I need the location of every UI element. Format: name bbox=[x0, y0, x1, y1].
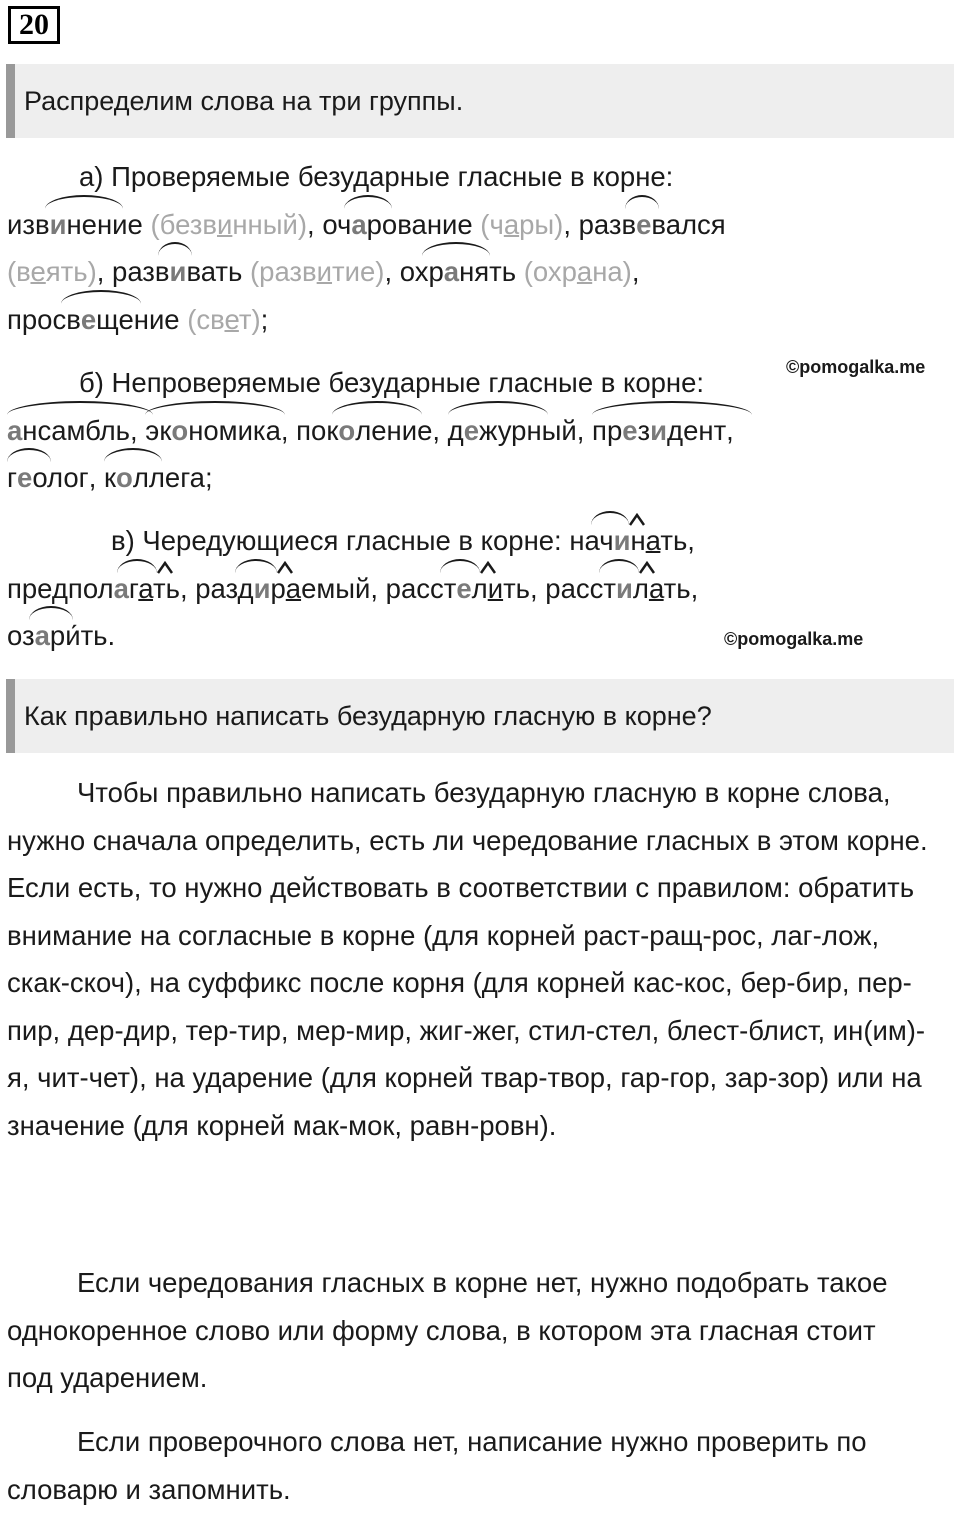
word-ozarit: озари́ть bbox=[7, 612, 108, 660]
group-b-heading: б) Непроверяемые безударные гласные в корне: bbox=[79, 367, 705, 398]
word-rasstelit: расстелить bbox=[386, 565, 530, 613]
exercise-number: 20 bbox=[8, 6, 60, 44]
word-prezident: президент bbox=[592, 407, 726, 455]
section-header-distribute bbox=[6, 64, 954, 138]
paragraph-no-alternation: Если чередования гласных в корне нет, нужно подобрать такое однокоренное слово или форму слова, в котором эта гласная стоит под ударением. bbox=[7, 1267, 888, 1393]
paragraph-rule: Чтобы правильно написать безударную гласную в корне слова, нужно сначала определить, есть ли чередование гласных в этом корне. Если есть, то нужно действовать в соответствии с правилом: обратить внимание на согласные в корне (для корней раст-ращ-рос, лаг-лож, скак-скоч), на суффикс после корня (для корней кас-кос, бер-бир, пер-пир, дер-дир, тер-тир, мер-мир, жиг-жег, стил-стел, блест-блист, ин(им)-я, чит-чет), на ударение (для корней твар-твор, гар-гор, зар-зор) или на значение (для корней мак-мок, равн-ровн). bbox=[7, 777, 928, 1141]
group-c-heading: в) Чередующиеся гласные в корне: bbox=[111, 525, 562, 556]
watermark: ©pomogalka.me bbox=[786, 357, 926, 377]
group-a-heading: а) Проверяемые безударные гласные в корне: bbox=[79, 161, 674, 192]
word-kollega: коллега bbox=[104, 454, 205, 502]
word-rasstilat: расстилать bbox=[545, 565, 690, 613]
group-b: б) Непроверяемые безударные гласные в корне: ансамбль , экономика , поколение , дежурный , президент , геолог , коллега ; bbox=[7, 359, 952, 502]
suffix-roof-icon bbox=[629, 513, 645, 527]
paragraph-dictionary: Если проверочного слова нет, написание нужно проверить по словарю и запомнить. bbox=[7, 1426, 867, 1505]
word-ekonomika: экономика bbox=[145, 407, 281, 455]
word-geolog: геолог bbox=[7, 454, 89, 502]
group-c: в) Чередующиеся гласные в корне: начинать , предполагать , раздираемый , расстелить , расстилать , озари́ть . bbox=[7, 517, 952, 660]
word-dezhurny: дежурный bbox=[448, 407, 577, 455]
group-a: а) Проверяемые безударные гласные в корне: извинение (безвинный), очарование (чары), развевался (веять), развивать (развитие), охранять (охрана), просвещение (свет); bbox=[7, 153, 952, 343]
word-pokolenie: поколение bbox=[296, 407, 432, 455]
word-izvinenie: извинение bbox=[7, 201, 143, 249]
word-razdiraemy: раздираемый bbox=[195, 565, 370, 613]
word-ansambl: ансамбль bbox=[7, 407, 130, 455]
suffix-roof-icon bbox=[639, 561, 655, 575]
section-title: Распределим слова на три группы. bbox=[24, 85, 464, 116]
word-razvevalsya: развевался bbox=[579, 201, 726, 249]
word-predpolagat: предполагать bbox=[7, 565, 180, 613]
word-nachinat: начинать bbox=[569, 517, 687, 565]
section-header-question bbox=[6, 679, 954, 753]
word-ocharovanie: очарование bbox=[322, 201, 472, 249]
word-razvivat: развивать bbox=[112, 248, 242, 296]
word-ohranyat: охранять bbox=[400, 248, 516, 296]
word-prosveshenie: просвещение bbox=[7, 296, 180, 344]
watermark: ©pomogalka.me bbox=[724, 629, 864, 649]
suffix-roof-icon bbox=[277, 561, 293, 575]
suffix-roof-icon bbox=[480, 561, 496, 575]
section-title: Как правильно написать безударную гласную в корне? bbox=[24, 700, 712, 731]
suffix-roof-icon bbox=[157, 561, 173, 575]
